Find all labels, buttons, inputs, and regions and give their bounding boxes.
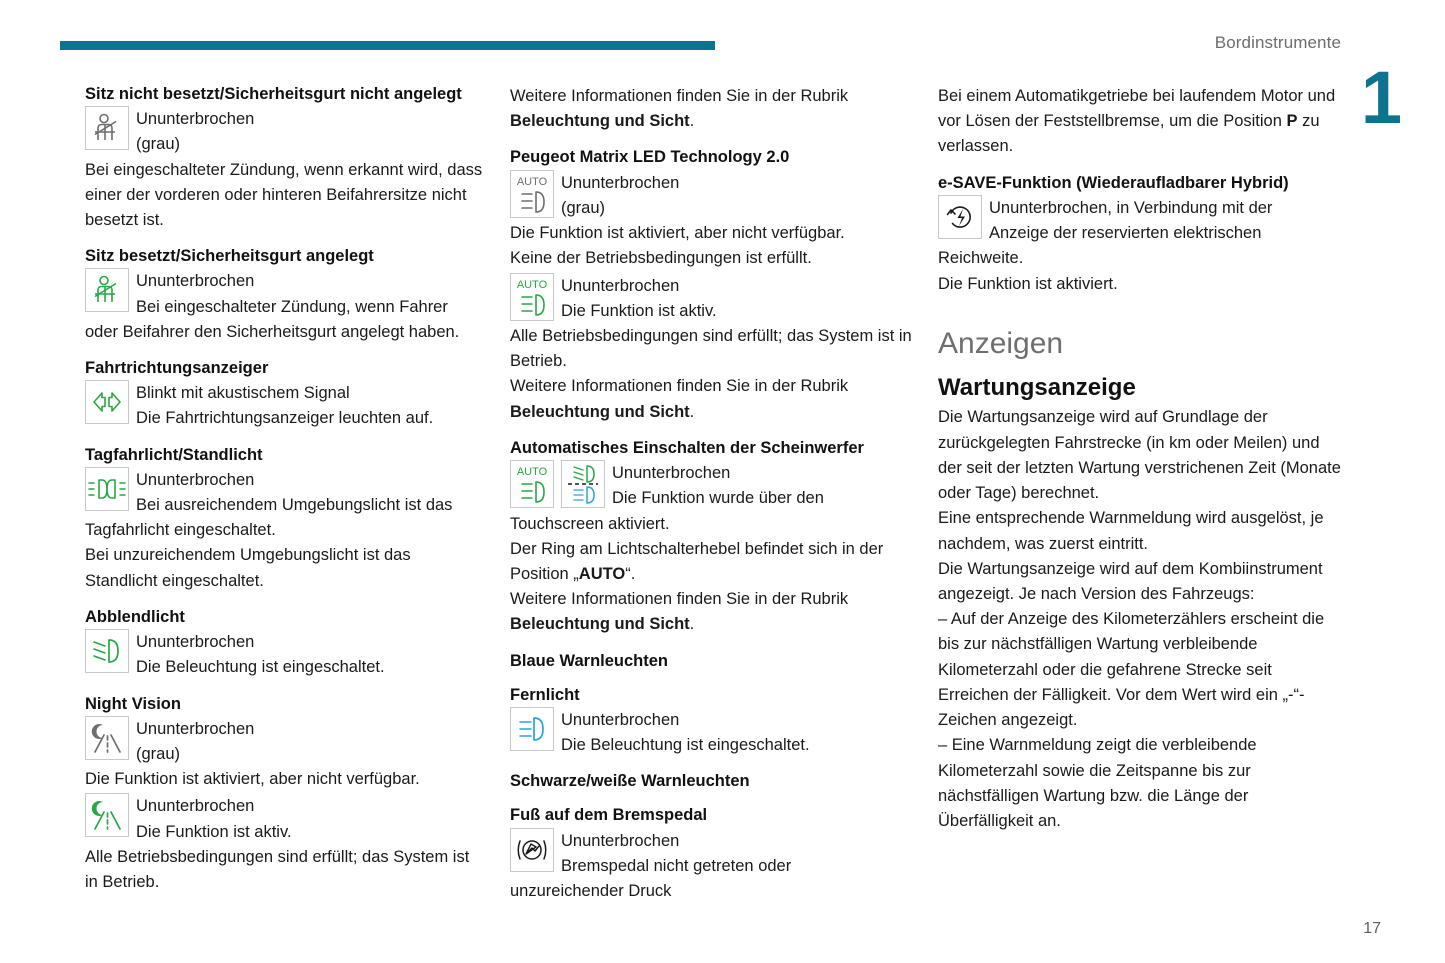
matrix-led-reference [510, 374, 913, 424]
auto-position-bold: AUTO [578, 564, 626, 583]
column-right [938, 84, 1343, 904]
auto-headlamps-reference [510, 587, 913, 637]
status-detail: Die Funktion ist aktiv. [136, 822, 292, 841]
column-middle [510, 84, 913, 904]
matrix-led-auto-green-icon [510, 273, 554, 321]
seat-occupied-body: oder Beifahrer den Sicherheitsgurt angelegt haben. [85, 322, 460, 341]
auto-position-suffix: “. [625, 564, 636, 583]
daytime-running-light-body-1: Tagfahrlicht eingeschaltet. [85, 521, 276, 540]
heading-black-white-warning-lights: Schwarze/weiße Warnleuchten [510, 772, 750, 791]
ref-prefix: Weitere Informationen finden Sie in der Rubrik [510, 590, 849, 609]
turn-indicator-icon [85, 380, 129, 424]
seatbelt-buckled-icon [85, 268, 129, 312]
status-detail: Die Fahrtrichtungsanzeiger leuchten auf. [136, 409, 434, 428]
status-detail: Bei ausreichendem Umgebungslicht ist das [136, 496, 453, 515]
status-detail: Die Beleuchtung ist eingeschaltet. [561, 736, 810, 755]
header-title: Bordinstrumente [1214, 33, 1341, 52]
position-p-bold: P [1286, 112, 1298, 131]
icon-row-dipped-beam [85, 629, 485, 680]
status-line: Ununterbrochen, in Verbindung mit der [989, 198, 1273, 217]
brake-pedal-body: unzureichender Druck [510, 882, 672, 901]
heading-foot-on-brake: Fuß auf dem Bremspedal [510, 806, 708, 825]
wartungsanzeige-bullet-2: – Eine Warnmeldung zeigt die verbleibende Kilometerzahl sowie die Zeitspanne bis zur nächstfälligen Wartung bzw. die Länge der Überfälligkeit an. [938, 736, 1257, 831]
seatbelt-buckled-texts [136, 268, 485, 319]
wartungsanzeige-paragraph-1: Die Wartungsanzeige wird auf Grundlage der zurückgelegten Fahrstrecke (in km oder Meilen) und der seit der letzten Wartung verstrichenen Zeit (Monate oder Tage) berechnet. [938, 408, 1341, 503]
heading-auto-headlamps: Automatisches Einschalten der Scheinwerfer [510, 438, 864, 457]
heading-blue-warning-lights: Blaue Warnleuchten [510, 651, 668, 670]
page-number: 17 [1363, 920, 1381, 937]
auto-beam-switch-icon [561, 460, 605, 508]
icon-row-seatbelt-unbuckled [85, 106, 485, 157]
turn-indicator-texts [136, 380, 485, 431]
status-line: Ununterbrochen [136, 110, 255, 129]
wartungsanzeige-bullet-1: – Auf der Anzeige des Kilometerzählers erscheint die bis zur nächstfälligen Wartung verbleibende Kilometerzahl oder die gefahrene Strecke seit Erreichen der Fälligkeit. Vor dem Wert wird ein „-“-Zeichen angezeigt. [938, 610, 1325, 730]
night-vision-green-icon [85, 793, 129, 837]
chapter-number: 1 [1360, 56, 1402, 139]
ref-prefix: Weitere Informationen finden Sie in der Rubrik [510, 87, 849, 105]
status-detail: Bei eingeschalteter Zündung, wenn Fahrer [136, 297, 448, 316]
svg-text:AUTO: AUTO [516, 466, 548, 479]
e-save-body-2: Die Funktion ist aktiviert. [938, 274, 1118, 293]
icon-row-turn-indicator [85, 380, 485, 431]
status-detail: Bremspedal nicht getreten oder [561, 856, 792, 875]
heading-seat-occupied: Sitz besetzt/Sicherheitsgurt angelegt [85, 247, 374, 266]
status-line: Ununterbrochen [136, 470, 255, 489]
brake-pedal-icon [510, 828, 554, 872]
intro-prefix: Bei einem Automatikgetriebe bei laufendem Motor und vor Lösen der Feststellbremse, um die Position [938, 87, 1336, 131]
icon-row-main-beam [510, 707, 913, 758]
e-save-icon [938, 195, 982, 239]
auto-headlamps-body-1: Touchscreen aktiviert. [510, 514, 670, 533]
night-vision-green-body: Alle Betriebsbedingungen sind erfüllt; das System ist in Betrieb. [85, 847, 470, 892]
icon-row-matrix-led-grey [510, 170, 913, 221]
matrix-led-grey-texts [561, 170, 913, 221]
status-line: Ununterbrochen [561, 831, 680, 850]
e-save-texts [989, 195, 1343, 246]
icon-row-seatbelt-buckled [85, 268, 485, 319]
ref-bold: Beleuchtung und Sicht [510, 112, 690, 131]
daytime-running-light-texts [136, 467, 485, 518]
ref-bold: Beleuchtung und Sicht [510, 402, 690, 421]
night-vision-grey-icon [85, 716, 129, 760]
wartungsanzeige-paragraph-2: Eine entsprechende Warnmeldung wird ausgelöst, je nachdem, was zuerst eintritt. [938, 509, 1324, 553]
night-vision-green-texts [136, 793, 485, 844]
svg-text:AUTO: AUTO [516, 175, 548, 188]
heading-e-save: e-SAVE-Funktion (Wiederaufladbarer Hybrid) [938, 173, 1289, 192]
section-title-anzeigen: Anzeigen [938, 326, 1064, 360]
status-detail: Die Beleuchtung ist eingeschaltet. [136, 658, 385, 677]
seat-not-occupied-body: Bei eingeschalteter Zündung, wenn erkannt wird, dass einer der vorderen oder hinteren Beifahrersitze nicht besetzt ist. [85, 160, 483, 230]
icon-row-matrix-led-green [510, 273, 913, 324]
gearbox-intro [938, 84, 1343, 160]
wartungsanzeige-paragraph-3: Die Wartungsanzeige wird auf dem Kombiinstrument angezeigt. Je nach Version des Fahrzeugs: [938, 559, 1323, 603]
status-line: Ununterbrochen [136, 633, 255, 652]
status-colour-note: (grau) [136, 135, 181, 154]
intro-suffix: zu verlassen. [938, 112, 1320, 156]
status-colour-note: (grau) [561, 198, 606, 217]
status-detail: Die Funktion wurde über den [612, 489, 824, 508]
auto-headlamp-icon [510, 460, 554, 508]
heading-daytime-running-light: Tagfahrlicht/Standlicht [85, 445, 263, 464]
ref-bold: Beleuchtung und Sicht [510, 615, 690, 634]
e-save-body-1: Reichweite. [938, 249, 1024, 268]
brake-pedal-texts [561, 828, 913, 879]
heading-seat-not-occupied: Sitz nicht besetzt/Sicherheitsgurt nicht angelegt [85, 85, 462, 103]
matrix-led-green-body: Alle Betriebsbedingungen sind erfüllt; das System ist in Betrieb. [510, 326, 912, 371]
auto-headlamps-body-2 [510, 537, 913, 587]
night-vision-grey-body: Die Funktion ist aktiviert, aber nicht verfügbar. [85, 770, 420, 789]
ref-suffix: . [689, 112, 695, 131]
heading-night-vision: Night Vision [85, 694, 181, 713]
icon-row-night-vision-grey [85, 716, 485, 767]
status-line: Ununterbrochen [561, 710, 680, 729]
icon-row-e-save [938, 195, 1343, 246]
svg-text:AUTO: AUTO [516, 278, 548, 291]
status-line: Ununterbrochen [136, 272, 255, 291]
status-colour-note: (grau) [136, 744, 181, 763]
status-line: Blinkt mit akustischem Signal [136, 384, 350, 403]
status-detail: Die Funktion ist aktiv. [561, 301, 717, 320]
dipped-beam-icon [85, 629, 129, 673]
night-vision-grey-texts [136, 716, 485, 767]
status-line: Ununterbrochen [136, 719, 255, 738]
heading-dipped-beam: Abblendlicht [85, 607, 185, 626]
dipped-beam-texts [136, 629, 485, 680]
status-line: Ununterbrochen [136, 797, 255, 816]
heading-matrix-led: Peugeot Matrix LED Technology 2.0 [510, 148, 790, 167]
matrix-led-grey-body-1: Die Funktion ist aktiviert, aber nicht verfügbar. [510, 224, 845, 243]
main-beam-icon [510, 707, 554, 751]
seatbelt-unbuckled-icon [85, 106, 129, 150]
daytime-running-light-body-2: Bei unzureichendem Umgebungslicht ist das Standlicht eingeschaltet. [85, 546, 411, 590]
content-columns [0, 84, 1445, 904]
status-detail: Anzeige der reservierten elektrischen [989, 224, 1262, 243]
status-line: Ununterbrochen [561, 173, 680, 192]
column-left [85, 84, 485, 904]
main-beam-texts [561, 707, 913, 758]
icon-row-brake-pedal [510, 828, 913, 879]
daytime-running-light-icon [85, 467, 129, 511]
icon-row-daytime-running-light [85, 467, 485, 518]
ref-suffix: . [689, 402, 695, 421]
status-line: Ununterbrochen [612, 464, 731, 483]
heading-main-beam: Fernlicht [510, 685, 580, 704]
icon-row-night-vision-green [85, 793, 485, 844]
matrix-led-green-texts [561, 273, 913, 324]
seatbelt-unbuckled-texts [136, 106, 485, 157]
heading-wartungsanzeige: Wartungsanzeige [938, 373, 1136, 401]
ref-prefix: Weitere Informationen finden Sie in der Rubrik [510, 377, 849, 396]
auto-headlamps-texts [612, 460, 913, 511]
auto-position-prefix: Der Ring am Lichtschalterhebel befindet sich in der Position „ [510, 539, 884, 583]
header-accent-bar [60, 41, 715, 50]
icon-row-auto-headlamps [510, 460, 913, 511]
matrix-led-auto-grey-icon [510, 170, 554, 218]
status-line: Ununterbrochen [561, 276, 680, 295]
matrix-led-grey-body-2: Keine der Betriebsbedingungen ist erfüllt. [510, 249, 812, 268]
lighting-reference-intro [510, 84, 913, 134]
ref-suffix: . [689, 615, 695, 634]
heading-turn-indicator: Fahrtrichtungsanzeiger [85, 359, 269, 378]
